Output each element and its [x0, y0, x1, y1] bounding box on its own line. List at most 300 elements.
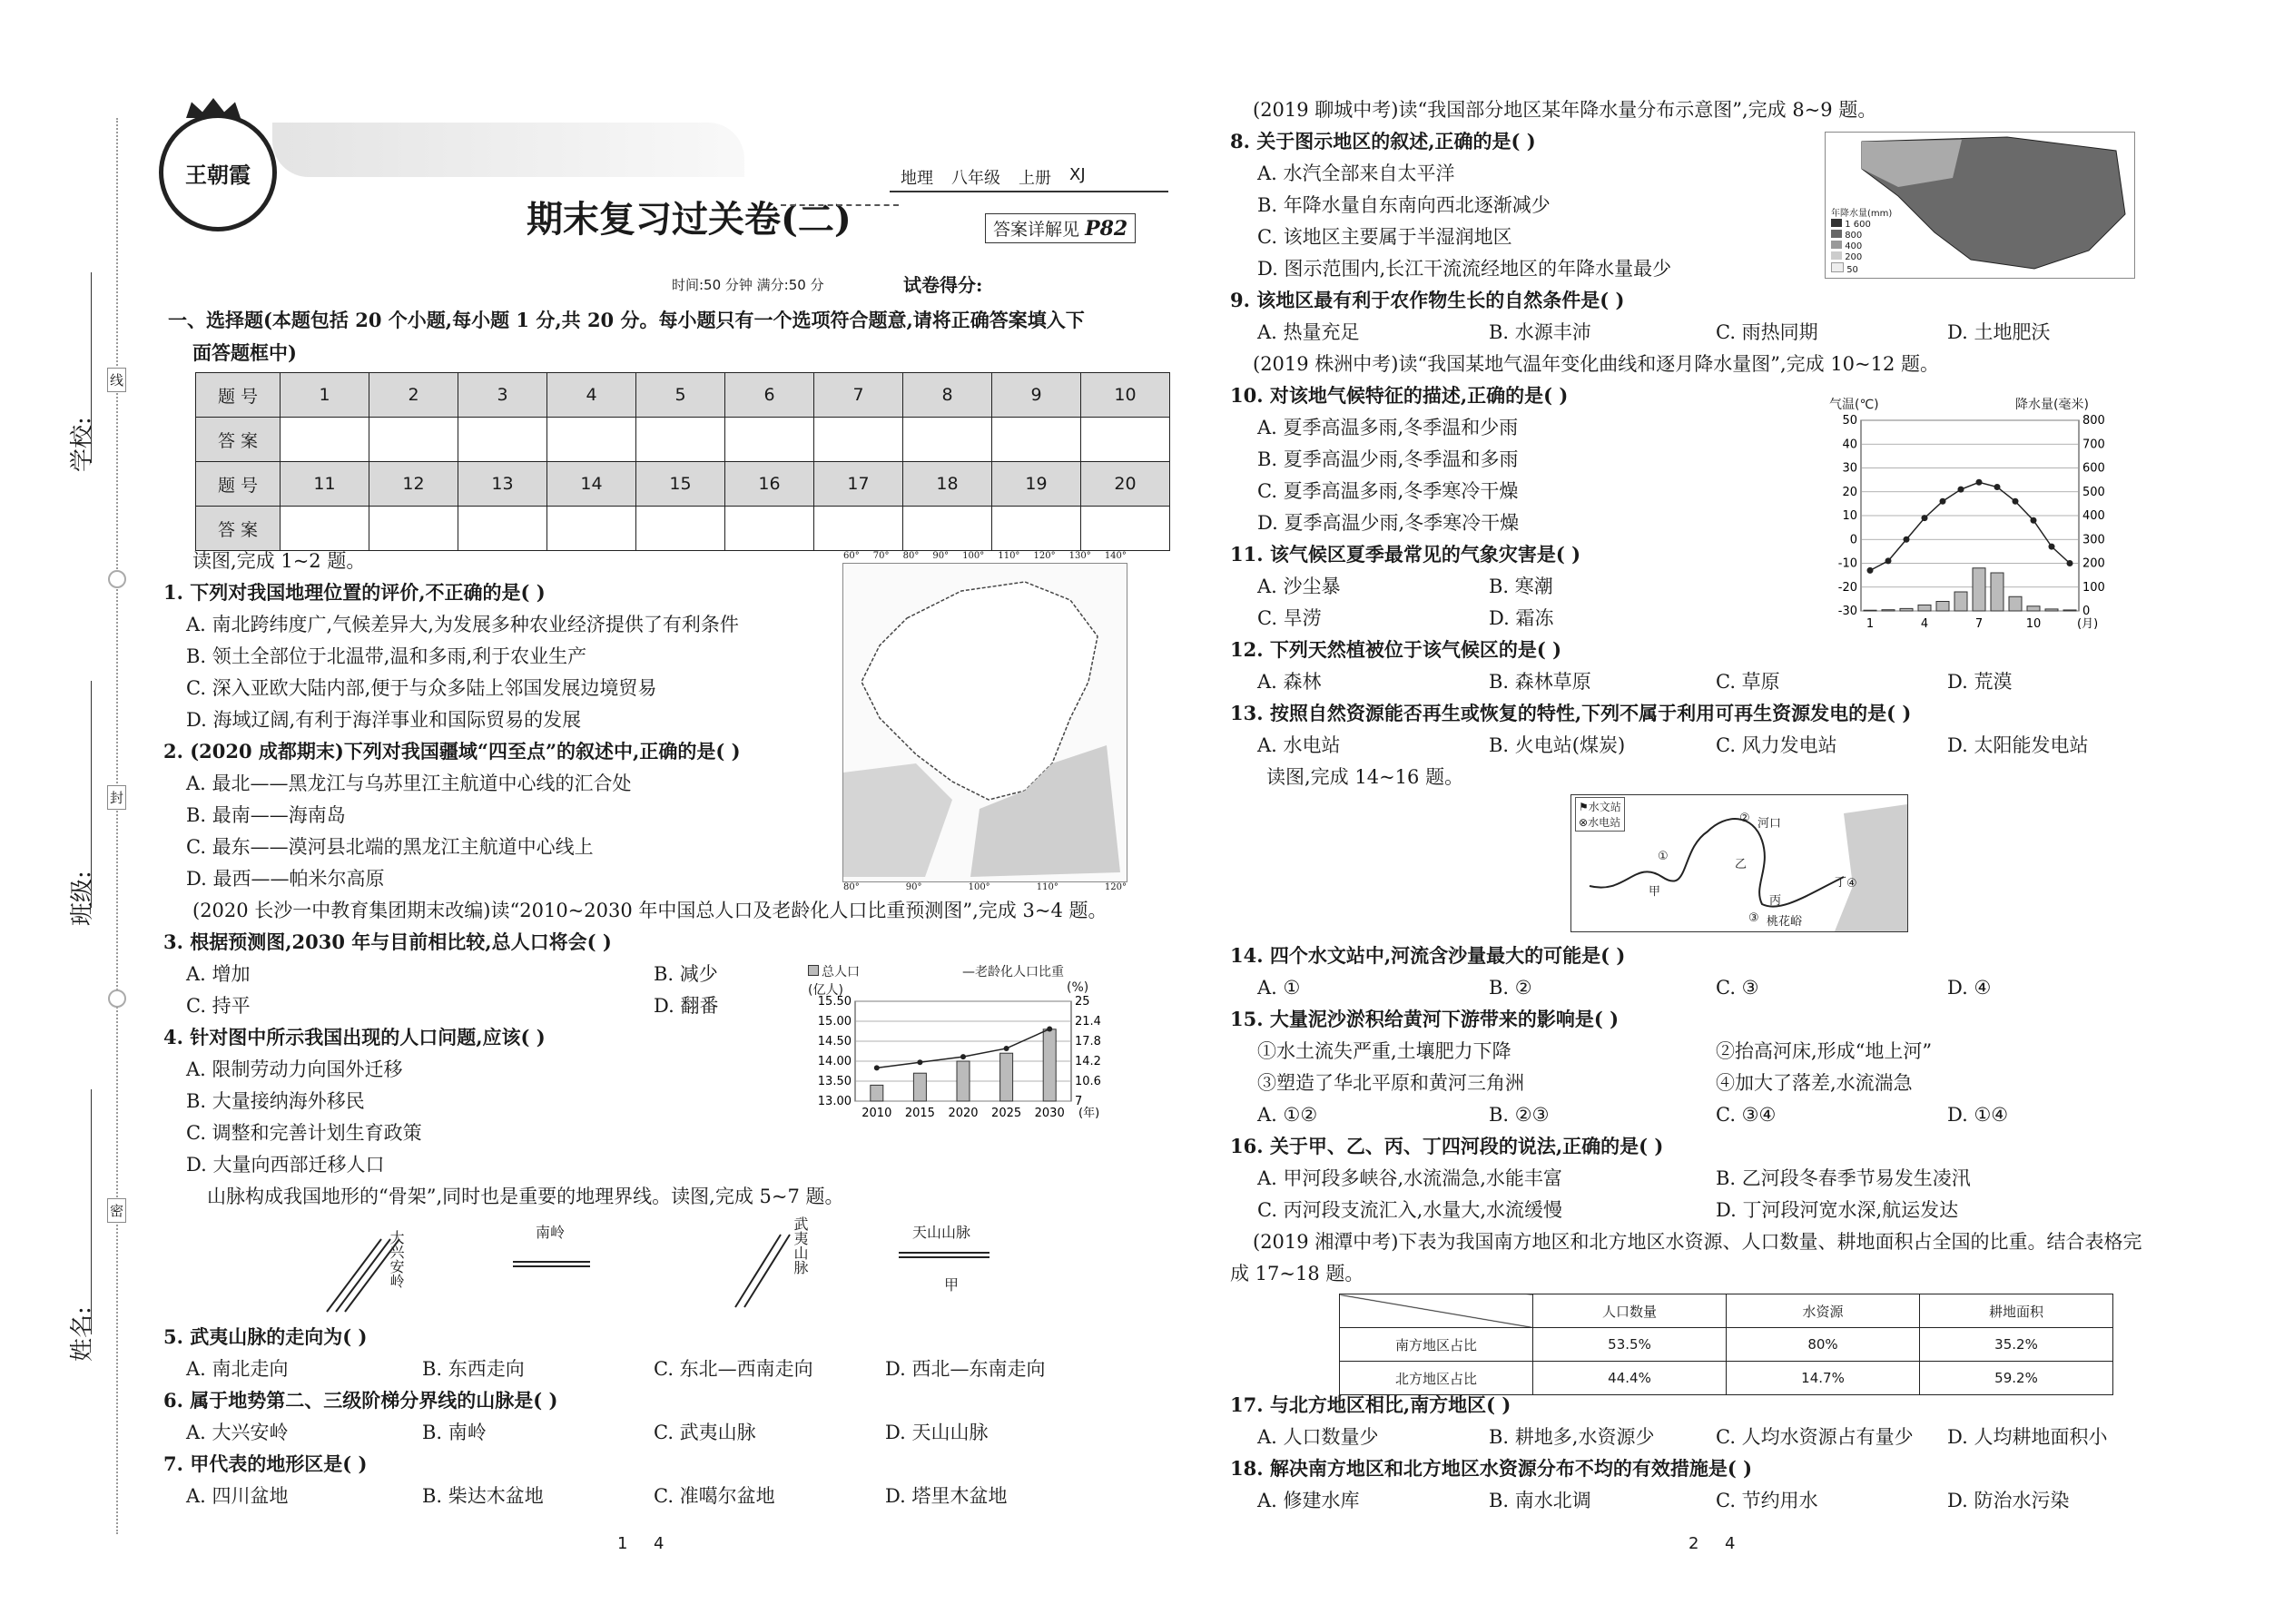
x-unit-label: (年)	[1078, 1107, 1100, 1120]
q14-option-d[interactable]: D. ④	[1947, 977, 1992, 999]
label-hekou: 河口	[1757, 817, 1782, 831]
answer-grid-number-row-1	[196, 373, 1170, 418]
legend-hydrostation-label: 水文站	[1588, 801, 1621, 813]
tick: 130°	[1068, 551, 1091, 561]
legend-powerstation-label: 水电站	[1588, 816, 1621, 829]
answer-cell[interactable]	[369, 507, 458, 551]
q6-option-a[interactable]: A. 大兴安岭	[186, 1422, 289, 1443]
tick: 100°	[968, 882, 990, 892]
q5-stem: 5. 武夷山脉的走向为( )	[163, 1325, 368, 1348]
precip-tick-label: 600	[2082, 461, 2105, 476]
legend-swatch-icon	[1831, 230, 1842, 238]
precip-tick-label: 400	[2082, 509, 2105, 523]
legend-bar-label: 总人口	[822, 965, 860, 979]
intro-q8-9: (2019 聊城中考)读“我国部分地区某年降水量分布示意图”,完成 8~9 题。	[1253, 99, 1877, 121]
mountain-label-4: 天山山脉	[912, 1224, 971, 1241]
answer-cell[interactable]	[903, 418, 992, 462]
intro-q3-4: (2020 长沙一中教育集团期末改编)读“2010~2030 年中国总人口及老龄化人口比重预测图”,完成 3~4 题。	[192, 900, 1108, 921]
precip-bar	[2027, 606, 2040, 611]
q6-option-b[interactable]: B. 南岭	[422, 1422, 487, 1443]
tick: 110°	[1036, 882, 1058, 892]
q5-option-a[interactable]: A. 南北走向	[186, 1358, 289, 1380]
tag-edition: XJ	[1069, 165, 1086, 184]
legend-powerstation	[1579, 814, 1621, 830]
legend-swatch-icon	[1831, 241, 1842, 249]
q2-stem: 2. (2020 成都期末)下列对我国疆域“四至点”的叙述中,正确的是( )	[163, 740, 741, 763]
sea-coast	[1835, 804, 1907, 931]
table-cell: 80%	[1727, 1328, 1920, 1362]
q8-stem: 8. 关于图示地区的叙述,正确的是( )	[1230, 130, 1536, 153]
answer-cell[interactable]	[992, 418, 1081, 462]
precip-bar	[1973, 568, 1985, 611]
legend-bar-swatch-icon	[808, 965, 819, 976]
tick: 120°	[1104, 882, 1127, 892]
table-row	[1340, 1328, 2113, 1362]
climate-temp-label: 气温(℃)	[1829, 398, 1879, 412]
q4-option-c[interactable]: C. 调整和完善计划生育政策	[186, 1122, 422, 1144]
q15-statement-2: ②抬高河床,形成“地上河”	[1716, 1040, 1933, 1062]
q17-option-a[interactable]: A. 人口数量少	[1257, 1426, 1379, 1448]
question-number: 12	[369, 462, 458, 507]
q3-option-d[interactable]: D. 翻番	[654, 995, 719, 1017]
precip-bar	[2063, 610, 2076, 611]
answer-cell[interactable]	[458, 418, 547, 462]
q6-option-d[interactable]: D. 天山山脉	[885, 1422, 989, 1443]
aging-point	[917, 1059, 922, 1065]
q14-option-a[interactable]: A. ①	[1257, 977, 1301, 999]
tick: 80°	[843, 882, 860, 892]
page-title: 期末复习过关卷(二)	[527, 198, 852, 241]
month-tick-label: 4	[1920, 617, 1929, 631]
mountain-label-2: 南岭	[536, 1224, 566, 1241]
q18-option-b[interactable]: B. 南水北调	[1489, 1490, 1591, 1511]
answer-cell[interactable]	[281, 418, 369, 462]
q13-option-a[interactable]: A. 水电站	[1257, 734, 1341, 756]
exam-meta: 时间:50 分钟 满分:50 分	[672, 277, 824, 293]
legend-row	[1831, 241, 1892, 251]
table-header-cell: 耕地面积	[1920, 1294, 2113, 1328]
question-number: 17	[814, 462, 903, 507]
answer-cell[interactable]	[547, 418, 636, 462]
mountain-symbol-wuyi	[735, 1235, 790, 1307]
question-number: 9	[992, 373, 1081, 418]
q1-option-c[interactable]: C. 深入亚欧大陆内部,便于与众多陆上邻国发展边境贸易	[186, 677, 657, 699]
q16-option-b[interactable]: B. 乙河段冬春季节易发生凌汛	[1716, 1167, 1971, 1189]
resource-table-header	[1340, 1294, 2113, 1328]
precip-bar	[1900, 608, 1913, 611]
q13-option-d[interactable]: D. 太阳能发电站	[1947, 734, 2089, 756]
answer-cell[interactable]	[636, 418, 725, 462]
population-bar	[957, 1061, 970, 1101]
intro-q5-7: 山脉构成我国地形的“骨架”,同时也是重要的地理界线。读图,完成 5~7 题。	[207, 1186, 844, 1207]
tick: 120°	[1033, 551, 1056, 561]
y-right-tick-label: 10.6	[1075, 1075, 1101, 1088]
tick: 90°	[905, 882, 922, 892]
population-bar	[1000, 1053, 1013, 1101]
x-tick-label: 2025	[991, 1107, 1022, 1120]
y-left-tick-label: 14.00	[817, 1055, 852, 1068]
q4-option-b[interactable]: B. 大量接纳海外移民	[186, 1090, 365, 1112]
answer-cell[interactable]	[1081, 418, 1170, 462]
precip-tick-label: 0	[2082, 605, 2091, 618]
precip-tick-label: 300	[2082, 533, 2105, 547]
legend-row	[1831, 262, 1892, 275]
q11-option-c[interactable]: C. 旱涝	[1257, 607, 1322, 629]
q11-option-d[interactable]: D. 霜冻	[1489, 607, 1554, 629]
q17-option-b[interactable]: B. 耕地多,水资源少	[1489, 1426, 1655, 1448]
temp-point	[1940, 498, 1946, 505]
question-number: 4	[547, 373, 636, 418]
question-number: 15	[636, 462, 725, 507]
q12-option-c[interactable]: C. 草原	[1716, 671, 1780, 693]
margin-class-line	[91, 681, 92, 908]
q8-option-a[interactable]: A. 水汽全部来自太平洋	[1257, 162, 1455, 184]
q12-stem: 12. 下列天然植被位于该气候区的是( )	[1230, 638, 1562, 661]
tag-grade: 八年级	[951, 169, 1000, 188]
q1-stem: 1. 下列对我国地理位置的评价,不正确的是( )	[163, 581, 546, 604]
q12-option-b[interactable]: B. 森林草原	[1489, 671, 1591, 693]
answer-cell[interactable]	[903, 507, 992, 551]
answer-ref-text: 答案详解见	[993, 220, 1080, 240]
table-header-cell: 水资源	[1727, 1294, 1920, 1328]
q4-option-d[interactable]: D. 大量向西部迁移人口	[186, 1154, 385, 1176]
legend-swatch-icon	[1831, 251, 1842, 260]
q2-option-c[interactable]: C. 最东——漠河县北端的黑龙江主航道中心线上	[186, 836, 594, 858]
answer-grid-number-row-2	[196, 462, 1170, 507]
temp-point	[2067, 560, 2073, 566]
land-area	[843, 763, 952, 877]
question-number: 20	[1081, 462, 1170, 507]
y-right-tick-label: 14.2	[1075, 1055, 1101, 1068]
y-right-tick-label: 21.4	[1075, 1015, 1101, 1029]
q1-option-a[interactable]: A. 南北跨纬度广,气候差异大,为发展多种农业经济提供了有利条件	[186, 614, 739, 635]
label-bing: 丙	[1769, 894, 1782, 908]
tick: 70°	[872, 551, 890, 561]
page-number-left: 1 4	[617, 1534, 665, 1553]
month-tick-label: 7	[1974, 617, 1984, 631]
q5-option-d[interactable]: D. 西北—东南走向	[885, 1358, 1046, 1380]
climate-precip-label: 降水量(毫米)	[2015, 398, 2089, 412]
temp-point	[1922, 515, 1928, 521]
q17-option-c[interactable]: C. 人均水资源占有量少	[1716, 1426, 1914, 1448]
flag-icon: ⚑	[1579, 801, 1589, 813]
table-cell: 35.2%	[1920, 1328, 2113, 1362]
table-cell: 44.4%	[1533, 1362, 1727, 1395]
population-chart	[799, 962, 1112, 1144]
temp-point	[2031, 517, 2037, 524]
label-taohuayu: 桃花峪	[1767, 915, 1803, 929]
month-tick-label: 10	[2025, 617, 2042, 631]
aging-point	[960, 1054, 966, 1059]
q6-option-c[interactable]: C. 武夷山脉	[654, 1422, 756, 1443]
x-tick-label: 2010	[861, 1107, 892, 1120]
legend-row	[1831, 219, 1892, 230]
answer-cell[interactable]	[547, 507, 636, 551]
climate-chart	[1825, 395, 2124, 640]
answer-cell[interactable]	[725, 507, 814, 551]
q9-stem: 9. 该地区最有利于农作物生长的自然条件是( )	[1230, 289, 1625, 311]
q11-option-a[interactable]: A. 沙尘暴	[1257, 576, 1341, 597]
table-header-cell: 题 号	[196, 373, 281, 418]
aging-point	[1004, 1046, 1009, 1051]
q14-option-b[interactable]: B. ②	[1489, 977, 1532, 999]
legend-line-label: 老龄化人口比重	[975, 965, 1064, 979]
precip-bar	[1882, 610, 1895, 611]
legend-label: 1 600	[1845, 220, 1871, 230]
label-yi: 乙	[1735, 858, 1748, 871]
q9-option-a[interactable]: A. 热量充足	[1257, 321, 1360, 343]
question-number: 7	[814, 373, 903, 418]
temp-tick-label: -30	[1837, 605, 1857, 618]
china-map-svg	[843, 564, 1127, 881]
question-number: 11	[281, 462, 369, 507]
binding-dotted-line	[116, 118, 118, 1534]
q8-option-d[interactable]: D. 图示范围内,长江干流流经地区的年降水量最少	[1257, 258, 1672, 280]
q1-option-b[interactable]: B. 领土全部位于北温带,温和多雨,利于农业生产	[186, 645, 587, 667]
mountain-symbol-tianshan	[899, 1253, 989, 1257]
question-number: 14	[547, 462, 636, 507]
q18-option-a[interactable]: A. 修建水库	[1257, 1490, 1360, 1511]
answer-cell[interactable]	[458, 507, 547, 551]
q13-stem: 13. 按照自然资源能否再生或恢复的特性,下列不属于利用可再生资源发电的是( )	[1230, 702, 1912, 724]
q10-option-c[interactable]: C. 夏季高温多雨,冬季寒冷干燥	[1257, 480, 1519, 502]
q15-statement-3: ③塑造了华北平原和黄河三角洲	[1257, 1072, 1524, 1094]
question-number: 1	[281, 373, 369, 418]
q14-option-c[interactable]: C. ③	[1716, 977, 1759, 999]
q15-option-b[interactable]: B. ②③	[1489, 1104, 1550, 1126]
y-right-label: (%)	[1067, 980, 1089, 995]
precip-bar	[1864, 610, 1876, 611]
q10-stem: 10. 对该地气候特征的描述,正确的是( )	[1230, 384, 1569, 407]
temp-tick-label: -20	[1837, 580, 1857, 595]
answer-ref-page: P82	[1085, 217, 1128, 241]
q17-stem: 17. 与北方地区相比,南方地区( )	[1230, 1393, 1511, 1416]
label-n1: ①	[1658, 850, 1669, 863]
river-legend	[1575, 797, 1625, 832]
answer-cell[interactable]	[814, 418, 903, 462]
answer-cell[interactable]	[725, 418, 814, 462]
table-cell: 北方地区占比	[1340, 1362, 1533, 1395]
q4-option-a[interactable]: A. 限制劳动力向国外迁移	[186, 1058, 403, 1080]
resource-table	[1339, 1294, 2113, 1395]
q2-option-a[interactable]: A. 最北——黑龙江与乌苏里江主航道中心线的汇合处	[186, 773, 632, 794]
precip-bar	[2045, 609, 2058, 611]
answer-cell[interactable]	[814, 507, 903, 551]
temp-tick-label: 10	[1842, 509, 1857, 523]
mountain-label-3: 武夷山脉	[792, 1216, 809, 1275]
q7-option-b[interactable]: B. 柴达木盆地	[422, 1485, 544, 1507]
margin-class-label: 班级:	[69, 871, 96, 926]
legend-swatch-icon	[1831, 262, 1844, 272]
temp-curve	[1870, 482, 2070, 570]
x-tick-label: 2030	[1034, 1107, 1065, 1120]
q8-option-b[interactable]: B. 年降水量自东南向西北逐渐减少	[1257, 194, 1551, 216]
question-number: 5	[636, 373, 725, 418]
temp-point	[1885, 557, 1892, 564]
precip-bar	[1954, 592, 1967, 611]
q15-option-a[interactable]: A. ①②	[1257, 1104, 1318, 1126]
q7-option-d[interactable]: D. 塔里木盆地	[885, 1485, 1008, 1507]
map-top-ticks	[843, 551, 1127, 561]
answer-cell[interactable]	[281, 507, 369, 551]
q18-option-d[interactable]: D. 防治水污染	[1947, 1490, 2070, 1511]
legend-label: 50	[1846, 265, 1858, 275]
q16-option-a[interactable]: A. 甲河段多峡谷,水流湍急,水能丰富	[1257, 1167, 1562, 1189]
q7-option-c[interactable]: C. 准噶尔盆地	[654, 1485, 775, 1507]
month-tick-label: 1	[1866, 617, 1875, 631]
q9-option-d[interactable]: D. 土地肥沃	[1947, 321, 2051, 343]
legend-hydrostation	[1579, 799, 1621, 814]
river-course	[1590, 819, 1847, 907]
margin-mark-feng: 封	[107, 785, 126, 810]
population-bar	[871, 1085, 883, 1101]
precipitation-map	[1825, 132, 2135, 279]
month-unit-label: (月)	[2077, 617, 2099, 631]
q12-option-d[interactable]: D. 荒漠	[1947, 671, 2013, 693]
q2-option-b[interactable]: B. 最南——海南岛	[186, 804, 346, 826]
table-cell: 南方地区占比	[1340, 1328, 1533, 1362]
q8-option-c[interactable]: C. 该地区主要属于半湿润地区	[1257, 226, 1512, 248]
question-number: 13	[458, 462, 547, 507]
question-number: 8	[903, 373, 992, 418]
y-left-tick-label: 13.00	[817, 1095, 852, 1108]
legend-label: 200	[1845, 252, 1863, 262]
answer-cell[interactable]	[1081, 507, 1170, 551]
q3-stem: 3. 根据预测图,2030 年与目前相比较,总人口将会( )	[163, 930, 612, 953]
china-map	[842, 551, 1127, 892]
answer-cell[interactable]	[369, 418, 458, 462]
table-header-cell: 答 案	[196, 507, 281, 551]
table-cell: 59.2%	[1920, 1362, 2113, 1395]
precip-bar	[2009, 596, 2022, 611]
q16-option-c[interactable]: C. 丙河段支流汇入,水量大,水流缓慢	[1257, 1199, 1563, 1221]
q10-option-d[interactable]: D. 夏季高温少雨,冬季寒冷干燥	[1257, 512, 1520, 534]
tick: 90°	[932, 551, 950, 561]
question-number: 2	[369, 373, 458, 418]
y-left-tick-label: 15.00	[817, 1015, 852, 1029]
margin-name-line	[91, 1089, 92, 1334]
margin-school-line	[91, 272, 92, 463]
q12-option-a[interactable]: A. 森林	[1257, 671, 1322, 693]
y-left-label: (亿人)	[808, 983, 843, 998]
mountain-label-1: 大兴安岭	[388, 1230, 405, 1288]
question-number: 10	[1081, 373, 1170, 418]
q14-stem: 14. 四个水文站中,河流含沙量最大的可能是( )	[1230, 944, 1626, 967]
q2-option-d[interactable]: D. 最西——帕米尔高原	[186, 868, 385, 890]
logo	[159, 113, 277, 231]
q3-option-a[interactable]: A. 增加	[186, 963, 251, 985]
q13-option-c[interactable]: C. 风力发电站	[1716, 734, 1837, 756]
temp-tick-label: 20	[1842, 485, 1857, 499]
temp-point	[2013, 498, 2019, 505]
tick: 100°	[962, 551, 985, 561]
temp-tick-label: -10	[1837, 556, 1857, 571]
answer-cell[interactable]	[992, 507, 1081, 551]
population-bar	[913, 1073, 926, 1101]
yellow-river-map	[1570, 794, 1908, 932]
temp-point	[1994, 484, 2001, 490]
precip-legend	[1831, 205, 1892, 275]
q16-stem: 16. 关于甲、乙、丙、丁四河段的说法,正确的是( )	[1230, 1135, 1664, 1157]
tick: 110°	[998, 551, 1020, 561]
table-cell: 53.5%	[1533, 1328, 1727, 1362]
legend-label: 800	[1845, 231, 1863, 241]
precip-bar	[1991, 573, 2004, 611]
q17-option-d[interactable]: D. 人均耕地面积小	[1947, 1426, 2108, 1448]
subject-tag	[890, 165, 1168, 192]
temp-tick-label: 50	[1842, 414, 1857, 428]
precip-tick-label: 700	[2082, 438, 2105, 452]
temp-tick-label: 30	[1842, 461, 1857, 476]
q15-option-d[interactable]: D. ①④	[1947, 1104, 2009, 1126]
intro-q17-18-line1: (2019 湘潭中考)下表为我国南方地区和北方地区水资源、人口数量、耕地面积占全国的比重。结合表格完	[1253, 1231, 2142, 1253]
precip-tick-label: 800	[2082, 414, 2105, 428]
label-ding: 丁	[1835, 876, 1847, 890]
temp-point	[1904, 536, 1910, 543]
legend-bar	[808, 962, 860, 980]
binding-hole-icon	[108, 989, 126, 1008]
y-left-tick-label: 14.50	[817, 1035, 852, 1048]
x-tick-label: 2020	[948, 1107, 979, 1120]
q3-option-b[interactable]: B. 减少	[654, 963, 718, 985]
q9-option-b[interactable]: B. 水源丰沛	[1489, 321, 1591, 343]
legend-swatch-icon	[1831, 219, 1842, 227]
section1-line2: 面答题框中)	[192, 341, 297, 364]
mountain-symbol-nanling	[513, 1262, 590, 1266]
q10-option-a[interactable]: A. 夏季高温多雨,冬季温和少雨	[1257, 417, 1519, 438]
q3-option-c[interactable]: C. 持平	[186, 995, 251, 1017]
q10-option-b[interactable]: B. 夏季高温少雨,冬季温和多雨	[1257, 448, 1519, 470]
q16-option-d[interactable]: D. 丁河段河宽水深,航运发达	[1716, 1199, 1959, 1221]
label-jia: 甲	[1649, 885, 1661, 899]
margin-school-label: 学校:	[69, 417, 96, 472]
q1-option-d[interactable]: D. 海域辽阔,有利于海洋事业和国际贸易的发展	[186, 709, 582, 731]
binding-hole-icon	[108, 570, 126, 588]
q6-stem: 6. 属于地势第二、三级阶梯分界线的山脉是( )	[163, 1389, 558, 1412]
answer-cell[interactable]	[636, 507, 725, 551]
precip-tick-label: 500	[2082, 485, 2105, 499]
table-header-cell: 答 案	[196, 418, 281, 462]
intro-q10-12: (2019 株洲中考)读“我国某地气温年变化曲线和逐月降水量图”,完成 10~12 题。	[1253, 353, 1940, 375]
precip-bar	[1918, 605, 1931, 611]
q9-option-c[interactable]: C. 雨热同期	[1716, 321, 1818, 343]
answer-grid	[195, 372, 1170, 551]
legend-label: 400	[1845, 241, 1863, 251]
q7-option-a[interactable]: A. 四川盆地	[186, 1485, 289, 1507]
q5-option-c[interactable]: C. 东北—西南走向	[654, 1358, 813, 1380]
q18-option-c[interactable]: C. 节约用水	[1716, 1490, 1818, 1511]
q15-option-c[interactable]: C. ③④	[1716, 1104, 1777, 1126]
aging-point	[1047, 1027, 1052, 1032]
climate-chart-svg	[1825, 413, 2124, 640]
q11-option-b[interactable]: B. 寒潮	[1489, 576, 1553, 597]
answer-grid-answer-row-2	[196, 507, 1170, 551]
temp-point	[1976, 479, 1983, 486]
label-n3: ③	[1748, 911, 1759, 925]
y-right-tick-label: 25	[1075, 995, 1090, 1009]
temp-point	[1958, 487, 1964, 493]
question-number: 3	[458, 373, 547, 418]
precip-tick-label: 100	[2082, 580, 2105, 595]
score-label: 试卷得分:	[903, 274, 983, 296]
aging-point	[874, 1065, 880, 1070]
y-right-tick-label: 17.8	[1075, 1035, 1101, 1048]
mountain-label-jia: 甲	[944, 1276, 960, 1294]
temp-tick-label: 40	[1842, 438, 1857, 452]
q5-option-b[interactable]: B. 东西走向	[422, 1358, 525, 1380]
logo-text: 王朝霞	[185, 161, 251, 188]
q13-option-b[interactable]: B. 火电站(煤炭)	[1489, 734, 1626, 756]
